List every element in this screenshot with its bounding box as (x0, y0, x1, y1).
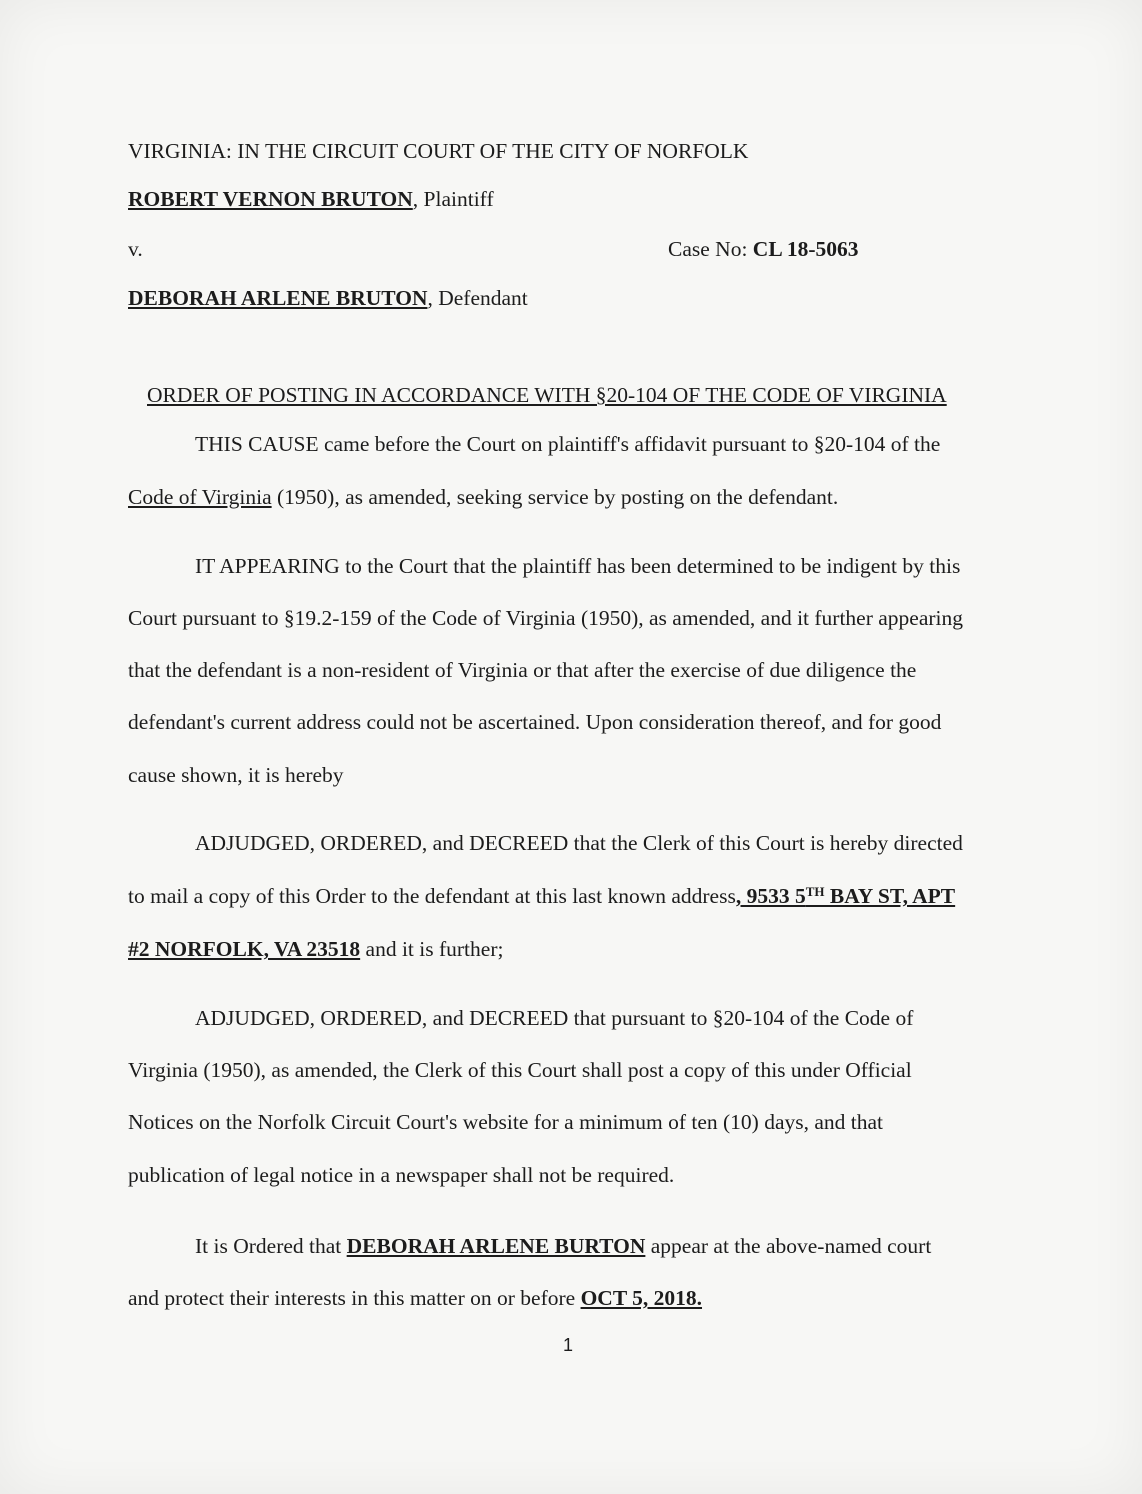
para4-line4: publication of legal notice in a newspaper shall not be required. (128, 1163, 675, 1187)
para4-line1: ADJUDGED, ORDERED, and DECREED that pursuant to §20-104 of the Code of (195, 1006, 914, 1030)
versus-line: v. (128, 237, 143, 261)
para5-line1: It is Ordered that DEBORAH ARLENE BURTON appear at the above-named court (195, 1234, 932, 1258)
case-number: CL 18-5063 (752, 237, 859, 261)
para3-line1: ADJUDGED, ORDERED, and DECREED that the Clerk of this Court is hereby directed (195, 831, 963, 855)
para2-line3: that the defendant is a non-resident of Virginia or that after the exercise of due diligence the (128, 658, 917, 682)
defendant-name: DEBORAH ARLENE BRUTON (128, 286, 428, 310)
para2-line4: defendant's current address could not be ascertained. Upon consideration thereof, and for good (128, 710, 942, 734)
para1-line1: THIS CAUSE came before the Court on plaintiff's affidavit pursuant to §20-104 of the (195, 432, 941, 456)
para1-line2: Code of Virginia (1950), as amended, seeking service by posting on the defendant. (128, 485, 839, 509)
defendant-name-appear: DEBORAH ARLENE BURTON (346, 1234, 646, 1258)
address-part-2: #2 NORFOLK, VA 23518 (128, 937, 361, 961)
plaintiff-line: ROBERT VERNON BRUTON, Plaintiff (128, 187, 494, 211)
para2-line1: IT APPEARING to the Court that the plaintiff has been determined to be indigent by this (195, 554, 961, 578)
defendant-line: DEBORAH ARLENE BRUTON, Defendant (128, 286, 528, 310)
page-number: 1 (563, 1335, 574, 1355)
para2-line5: cause shown, it is hereby (128, 763, 344, 787)
para4-line2: Virginia (1950), as amended, the Clerk of this Court shall post a copy of this under Official (128, 1058, 912, 1082)
para5-line2: and protect their interests in this matter on or before OCT 5, 2018. (128, 1286, 703, 1310)
para4-line3: Notices on the Norfolk Circuit Court's website for a minimum of ten (10) days, and that (128, 1110, 884, 1134)
order-title: ORDER OF POSTING IN ACCORDANCE WITH §20-104 OF THE CODE OF VIRGINIA (147, 383, 947, 407)
para3-line3: #2 NORFOLK, VA 23518 and it is further; (128, 937, 504, 961)
address-part-1: , 9533 5TH BAY ST, APT (735, 884, 956, 908)
case-number-line: Case No: CL 18-5063 (668, 237, 859, 261)
plaintiff-name: ROBERT VERNON BRUTON (128, 187, 413, 211)
code-of-virginia-ref: Code of Virginia (128, 485, 272, 509)
court-heading: VIRGINIA: IN THE CIRCUIT COURT OF THE CITY OF NORFOLK (128, 139, 749, 163)
appearance-date: OCT 5, 2018. (580, 1286, 703, 1310)
para2-line2: Court pursuant to §19.2-159 of the Code of Virginia (1950), as amended, and it further appearing (128, 606, 964, 630)
para3-line2: to mail a copy of this Order to the defendant at this last known address, 9533 5TH BAY ST, APT (128, 884, 956, 908)
